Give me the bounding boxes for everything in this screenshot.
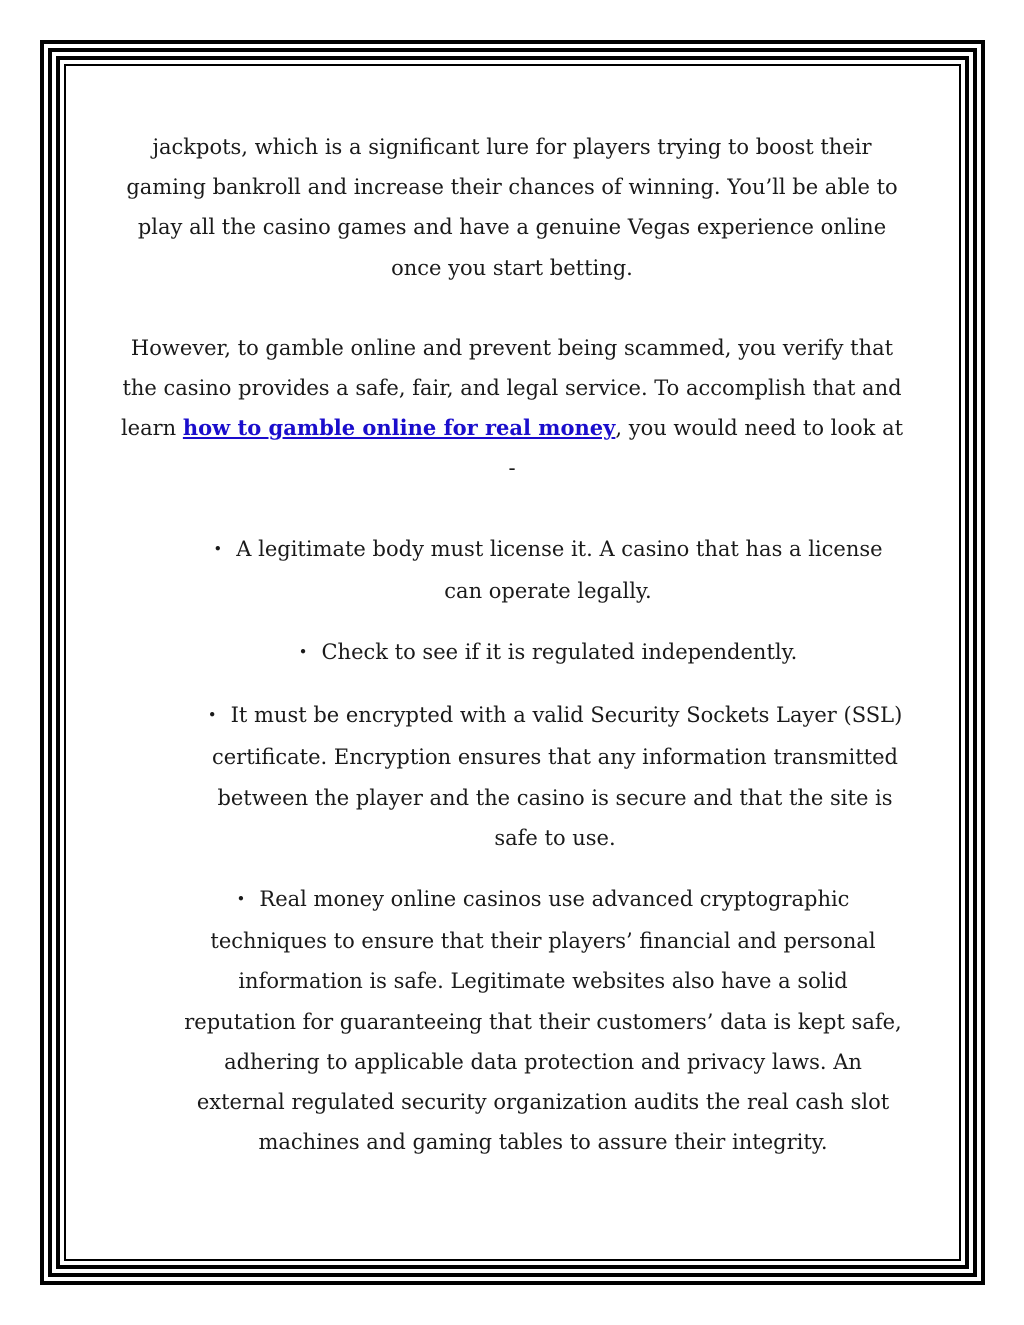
- paragraph-text-before-link: However, to gamble online and prevent being scammed, you verify that the casino provides a safe, fair, and legal service. To accomplish that and learn: [120, 335, 902, 441]
- list-item: [182, 879, 904, 1162]
- list-item-text: It must be encrypted with a valid Security Sockets Layer (SSL) certificate. Encryption ensures that any information transmitted between the player and the casino is secure and that the site is safe to use.: [211, 703, 903, 850]
- list-item: [206, 695, 904, 858]
- list-item-text: A legitimate body must license it. A casino that has a license can operate legally.: [236, 536, 883, 603]
- bullet-icon: •: [298, 643, 308, 662]
- bullet-icon: •: [213, 539, 223, 558]
- paragraph-jackpots: jackpots, which is a significant lure for players trying to boost their gaming bankroll and increase their chances of winning. You’ll be able to play all the casino games and have a genuine Vegas experience online once you start betting.: [126, 135, 898, 280]
- requirements-list: [120, 529, 904, 1163]
- gamble-online-link[interactable]: how to gamble online for real money: [182, 415, 616, 441]
- bullet-icon: •: [207, 706, 217, 725]
- paragraph-text-after-link: , you would need to look at: [615, 416, 904, 441]
- paragraph-gamble-online: [120, 328, 904, 489]
- list-item-text: Real money online casinos use advanced cryptographic techniques to ensure that their players’ financial and personal information is safe. Legitimate websites also have a solid reputation for guaranteeing that their customers’ data is kept safe, adhering to applicable data protection and privacy laws. An external regulated security organization audits the real cash slot machines and gaming tables to assure their integrity.: [184, 887, 902, 1155]
- document-body: [120, 127, 904, 1183]
- list-item: [192, 632, 904, 674]
- list-item-text: Check to see if it is regulated independently.: [321, 640, 798, 665]
- list-item: [192, 529, 904, 611]
- bullet-icon: •: [236, 890, 246, 909]
- paragraph-trailing-dash: -: [508, 456, 516, 481]
